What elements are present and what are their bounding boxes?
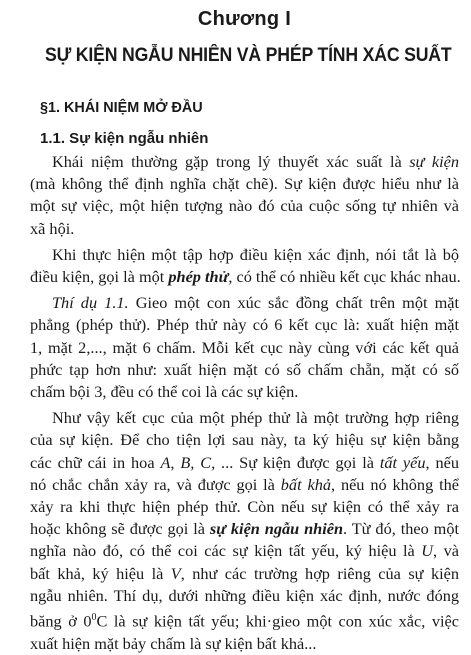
text-run: chấm bội 3, đều có thể coi là các sự kiện. <box>30 382 299 402</box>
text-line <box>30 244 459 266</box>
text-line <box>30 359 459 381</box>
text-line <box>30 452 459 474</box>
text-run: ... Sự kiện được gọi là <box>215 452 380 472</box>
text-line <box>30 540 459 562</box>
text-run: Gieo một con xúc sắc đồng chất trên một mặt <box>128 293 459 313</box>
text-run: A, B, C, <box>160 452 216 472</box>
text-run: nó chắc chắn xảy ra, và được gọi là <box>30 474 281 494</box>
text-run: xảy ra khi thực hiện phép thử. Còn nếu sự kiện có thể xảy ra <box>30 497 459 517</box>
text-run: các chữ cái in hoa <box>30 452 161 472</box>
text-run: , và <box>433 541 459 561</box>
text-run: một sự việc, một hiện tượng nào đó của cuộc sống tự nhiên và <box>30 196 459 216</box>
text-run: phép thử <box>168 267 229 287</box>
text-line <box>30 337 459 359</box>
text-line <box>30 563 459 585</box>
text-run: băng ở 0 <box>30 611 92 631</box>
text-line <box>30 607 459 633</box>
text-line <box>30 429 459 451</box>
text-run: , nếu nó không thể <box>330 474 459 494</box>
chapter-heading: Chương I <box>197 8 292 30</box>
text-run: C là sự kiện tất yếu; khi·gieo một con xúc xắc, việc <box>96 611 459 631</box>
text-run: sự kiện ngẫu nhiên <box>209 519 344 539</box>
text-line <box>30 518 459 540</box>
text-line <box>30 218 459 240</box>
text-line <box>30 151 459 173</box>
text-run: của sự kiện. Để cho tiện lợi sau này, ta ký hiệu sự kiện bằng <box>30 430 459 450</box>
text-run: Khái niệm thường gặp trong lý thuyết xác suất là <box>52 152 410 171</box>
text-run: xuất hiện mặt bảy chấm là sự kiện bất khả... <box>30 633 317 653</box>
text-run: Khi thực hiện một tập hợp điều kiện xác định, nói tắt là bộ <box>52 244 459 264</box>
text-line <box>30 314 459 336</box>
text-line <box>30 474 459 496</box>
text-run: nghĩa nào đó, có thể coi các sự kiện tất yếu, ký hiệu là <box>30 541 422 561</box>
text-line <box>30 381 459 403</box>
text-run: U <box>421 541 434 561</box>
text-run: ngẫu nhiên. Thí dụ, dưới những điều kiện xác định, nước đóng <box>30 585 459 605</box>
text-run: , có thể có nhiều kết cục khác nhau. <box>228 267 461 287</box>
text-run: 1, mặt 2,..., mặt 6 chấm. Mỗi kết cục này cùng với các kết quả <box>30 337 459 357</box>
paragraph <box>30 292 459 403</box>
text-run: xã hội. <box>30 218 75 238</box>
text-run: Thí dụ 1.1. <box>52 293 129 313</box>
text-run: tất yếu <box>379 452 426 472</box>
text-line <box>30 407 459 429</box>
section-heading: §1. KHÁI NIỆM MỞ ĐẦU <box>40 99 203 116</box>
text-run: bất khả <box>280 474 331 494</box>
text-run: , nếu <box>425 452 459 472</box>
text-line <box>30 266 459 288</box>
text-run: phẳng (phép thử). Phép thử này có 6 kết cục là: xuất hiện mặt <box>30 315 459 335</box>
text-line <box>30 292 459 314</box>
subsection-heading: 1.1. Sự kiện ngẫu nhiên <box>40 130 209 147</box>
text-run: bất khả, ký hiệu là <box>30 563 171 583</box>
paragraph <box>30 407 459 655</box>
text-line <box>30 195 459 217</box>
text-run: V <box>170 563 181 583</box>
text-run: sự kiện <box>409 152 459 171</box>
text-run: . Từ đó, theo một <box>343 519 459 539</box>
text-run: , như các trường hợp riêng của sự kiện <box>180 563 459 583</box>
paragraph <box>30 244 459 288</box>
text-run: (mà không thể định nghĩa chặt chẽ). Sự kiện được hiểu như là <box>30 174 459 194</box>
paragraph <box>30 151 459 240</box>
chapter-title: SỰ KIỆN NGẪU NHIÊN VÀ PHÉP TÍNH XÁC SUẤT <box>45 45 452 66</box>
text-run: hoặc không sẽ được gọi là <box>30 519 210 539</box>
text-run: điều kiện, gọi là một <box>30 267 169 287</box>
text-run: phức tạp hơn như: xuất hiện mặt có số chấm chẵn, mặt có số <box>30 359 459 379</box>
text-line <box>30 173 459 195</box>
text-line <box>30 585 459 607</box>
text-line <box>30 496 459 518</box>
body-text <box>30 151 459 655</box>
text-run: 0 <box>91 612 97 624</box>
text-line <box>30 633 459 655</box>
text-run: Như vậy kết cục của một phép thử là một trường hợp riêng <box>52 408 459 428</box>
